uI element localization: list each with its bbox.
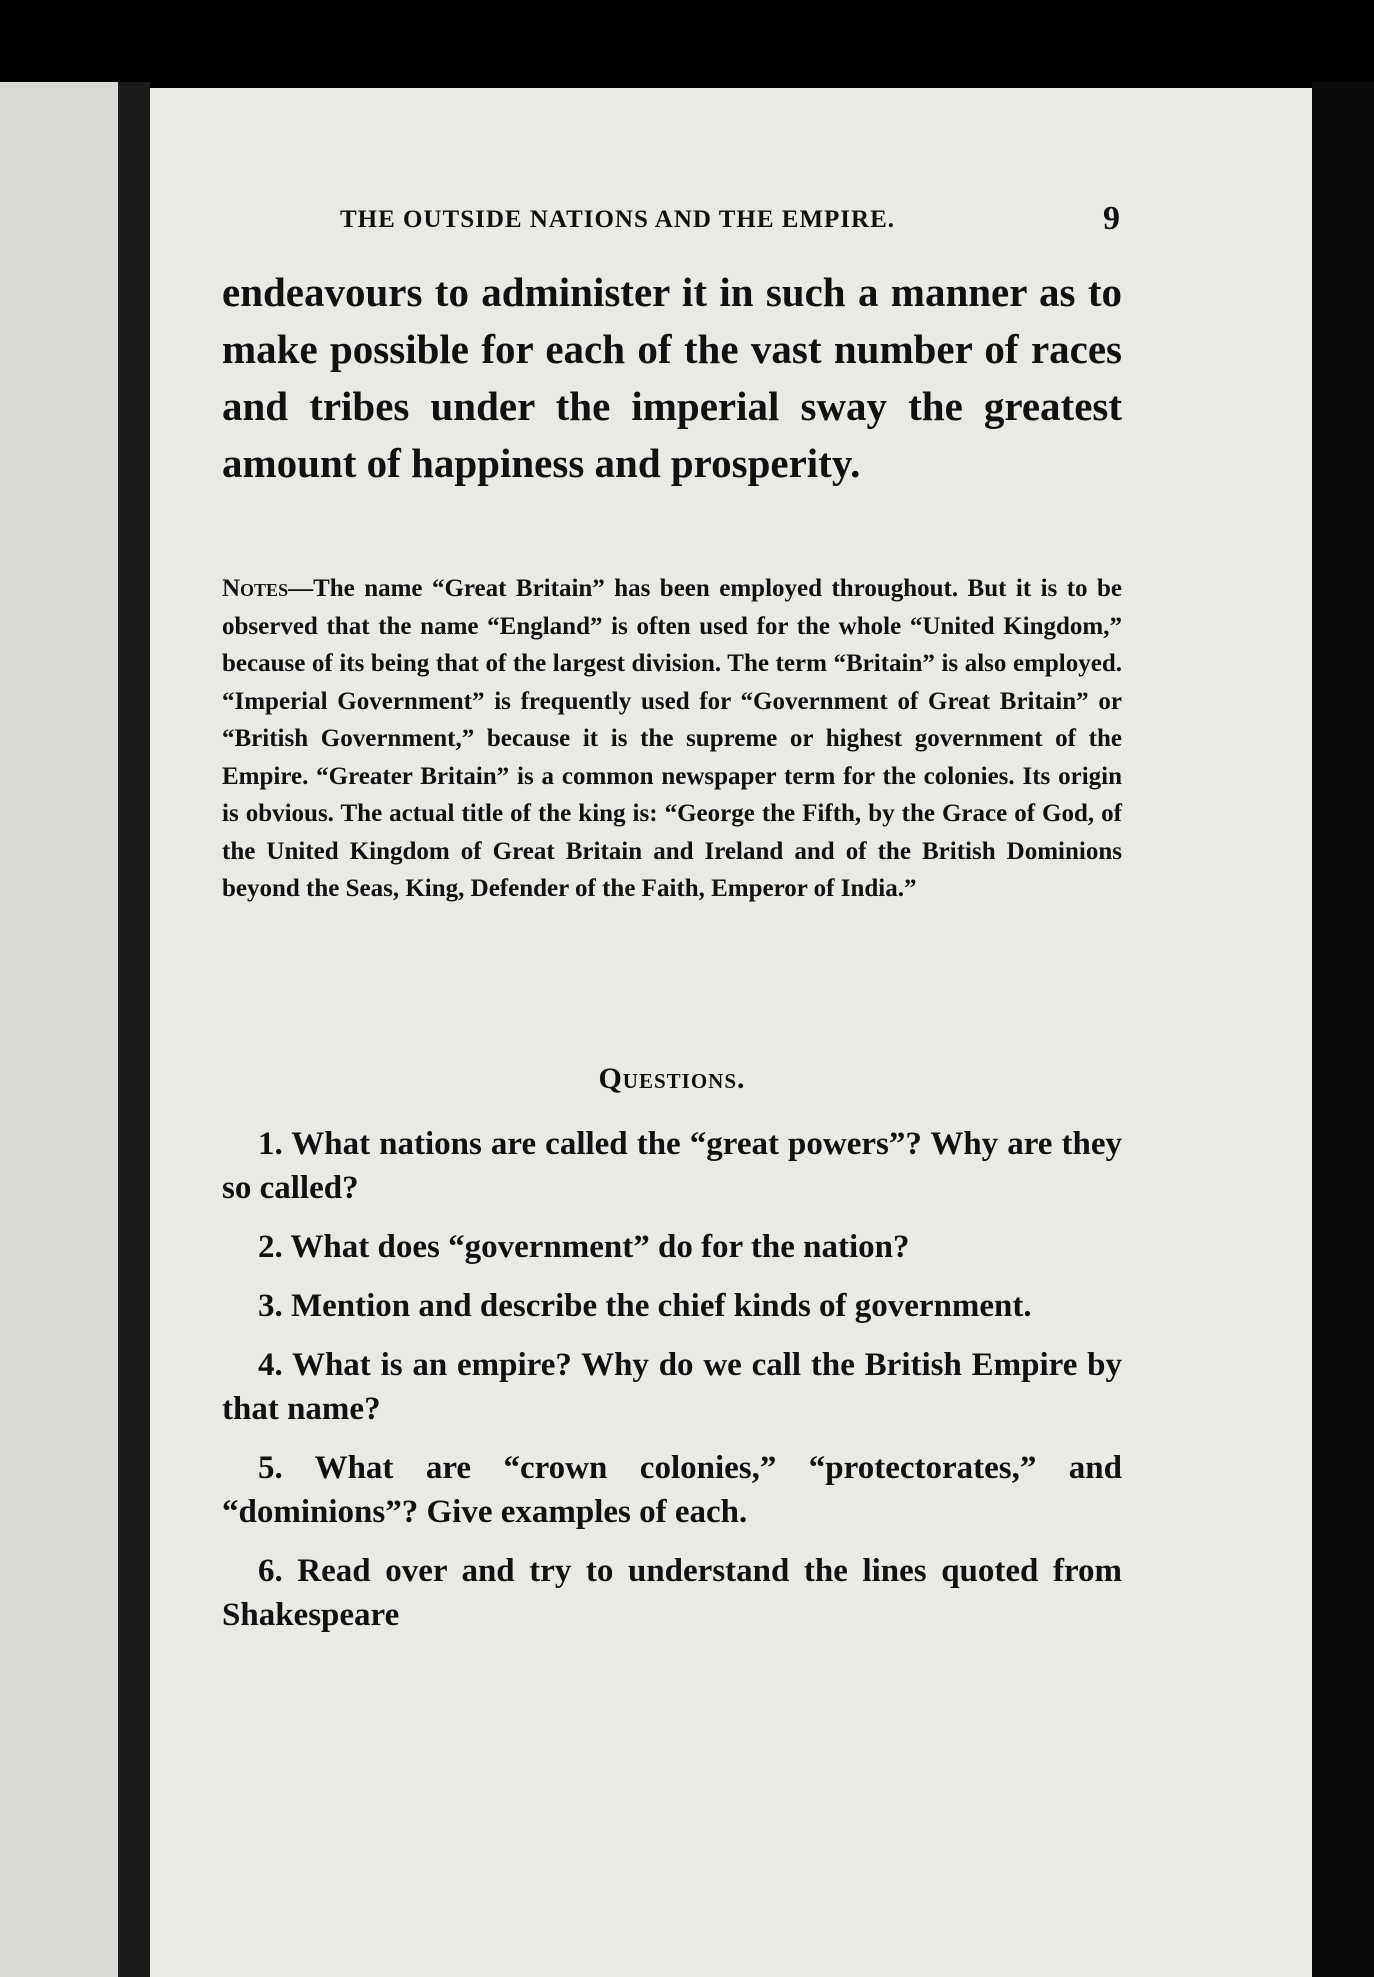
book-gutter [118,82,150,1977]
scan-border [1312,82,1374,1977]
body-paragraph: endeavours to administer it in such a manner as to make possible for each of the vast number of races and tribes under the imperial sway the greatest amount of happiness and prosperity. [222,269,1122,486]
page-number: 9 [1103,200,1120,237]
notes-text: —The name “Great Britain” has been employed throughout. But it is to be observed that the name “England” is often used for the whole “United Kingdom,” because of its being that of the largest division. The term “Britain” is also employed. “Imperial Government” is frequently used for “Government of Great Britain” or “British Government,” because it is the supreme or highest government of the Empire. “Greater Britain” is a common newspaper term for the colonies. Its origin is obvious. The actual title of the king is: “George the Fifth, by the Grace of God, of the United Kingdom of Great Britain and Ireland and of the British Dominions beyond the Seas, King, Defender of the Faith, Emperor of India.” [222,575,1122,902]
question-item: 5. What are “crown colonies,” “protectorates,” and “dominions”? Give examples of each. [222,1450,1122,1530]
page-header [190,200,1126,244]
questions-list [222,1122,1122,1652]
adjacent-page-edge [0,82,120,1977]
questions-heading: Questions. [598,1062,746,1095]
notes-label: Notes [222,575,289,602]
question-item: 3. Mention and describe the chief kinds of government. [258,1288,1032,1324]
question-item: 1. What nations are called the “great powers”? Why are they so called? [222,1126,1122,1206]
question-item: 6. Read over and try to understand the lines quoted from Shakespeare [222,1553,1122,1633]
question-item: 2. What does “government” do for the nation? [258,1229,910,1265]
question-item: 4. What is an empire? Why do we call the British Empire by that name? [222,1347,1122,1427]
running-head: THE OUTSIDE NATIONS AND THE EMPIRE. [340,206,896,233]
notes-paragraph [222,570,1122,908]
